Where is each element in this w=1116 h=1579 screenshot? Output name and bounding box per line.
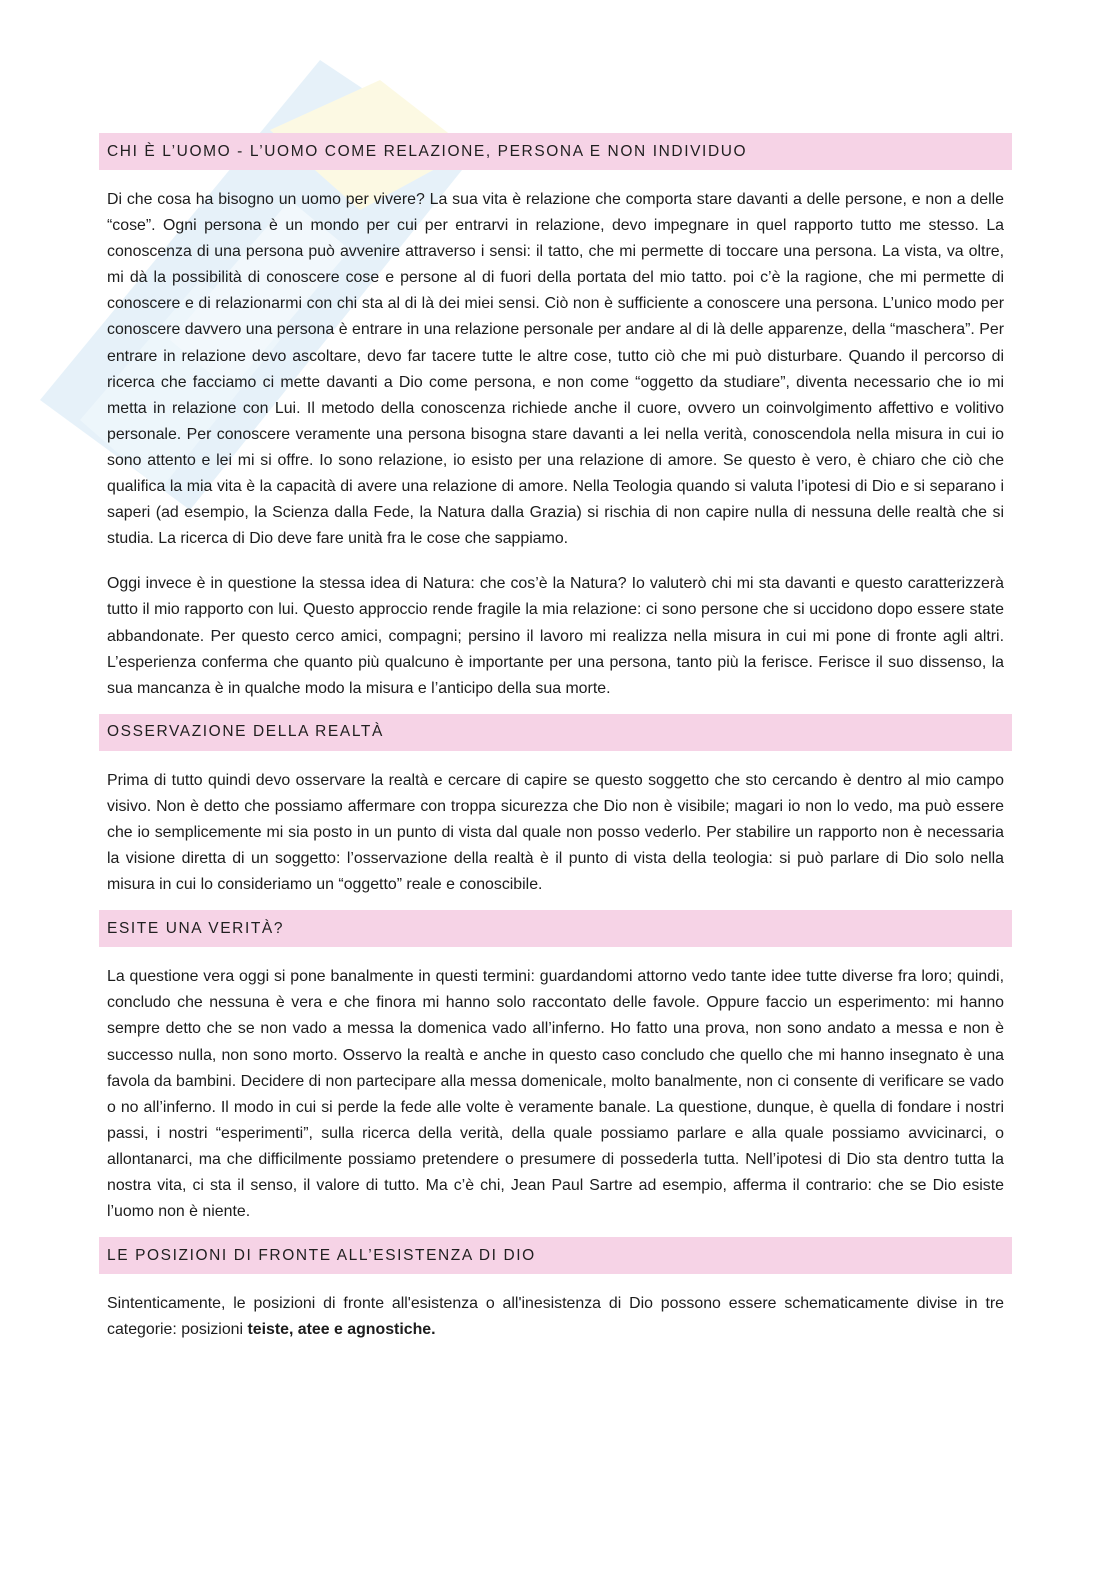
paragraph-text: Sintenticamente, le posizioni di fronte all'esistenza o all'inesistenza di Dio possono essere schematicamente divise in tre categorie: posizioni (107, 1295, 1004, 1339)
paragraph-bold-text: teiste, atee e agnostiche. (247, 1321, 436, 1339)
document-page (99, 133, 1012, 1343)
section-heading-osservazione: OSSERVAZIONE DELLA REALTÀ (99, 714, 1012, 751)
paragraph (99, 1291, 1012, 1343)
section-heading-posizioni: LE POSIZIONI DI FRONTE ALL’ESISTENZA DI DIO (99, 1237, 1012, 1274)
paragraph: Oggi invece è in questione la stessa idea di Natura: che cos’è la Natura? Io valuterò chi mi sta davanti e questo caratterizzerà tutto il mio rapporto con lui. Questo approccio rende fragile la mia relazione: ci sono persone che si uccidono dopo essere state abbandonate. Per questo cerco amici, compagni; persino il lavoro mi realizza nella misura in cui mi pone di fronte agli altri. L’esperienza conferma che quanto più qualcuno è importante per una persona, tanto più la ferisce. Ferisce il suo dissenso, la sua mancanza è in qualche modo la misura e l’anticipo della sua morte. (107, 575, 1004, 697)
section-heading-chi-e-luomo: CHI È L’UOMO - L’UOMO COME RELAZIONE, PERSONA E NON INDIVIDUO (99, 133, 1012, 170)
paragraph: Prima di tutto quindi devo osservare la realtà e cercare di capire se questo soggetto che sto cercando è dentro al mio campo visivo. Non è detto che possiamo affermare con troppa sicurezza che Dio non è visibile; magari io non lo vedo, ma può essere che io semplicemente mi sia posto in un punto di vista dal quale non posso vederlo. Per stabilire un rapporto non è necessaria la visione diretta di un soggetto: l’osservazione della realtà è il punto di vista della teologia: si può parlare di Dio solo nella misura in cui lo consideriamo un “oggetto” reale e conoscibile. (107, 771, 1004, 894)
paragraph: La questione vera oggi si pone banalmente in questi termini: guardandomi attorno vedo tante idee tutte diverse fra loro; quindi, concludo che nessuna è vera e che finora mi hanno solo raccontato delle favole. Oppure faccio un esperimento: mi hanno sempre detto che se non vado a messa la domenica vado all’inferno. Ho fatto una prova, non sono andato a messa e non è successo nulla, non sono morto. Osservo la realtà e anche in questo caso concludo che quello che mi hanno insegnato è una favola da bambini. Decidere di non partecipare alla messa domenicale, molto banalmente, non ci consente di verificare se vado o no all’inferno. Il modo in cui si perde la fede alle volte è veramente banale. La questione, dunque, è quella di fondare i nostri passi, i nostri “esperimenti”, sulla ricerca della verità, della quale possiamo parlare e alla quale possiamo avvicinarci, o allontanarci, ma che difficilmente possiamo pretendere o presumere di possederla tutta. Nell’ipotesi di Dio sta dentro tutta la nostra vita, ci sta il senso, il valore di tutto. Ma c’è chi, Jean Paul Sartre ad esempio, afferma il contrario: che se Dio esiste l’uomo non è niente. (107, 968, 1004, 1221)
section-heading-verita: ESITE UNA VERITÀ? (99, 910, 1012, 947)
paragraph: Di che cosa ha bisogno un uomo per vivere? La sua vita è relazione che comporta stare davanti a delle persone, e non a delle “cose”. Ogni persona è un mondo per cui per entrarvi in relazione, devo impegnare in quel rapporto tutto me stesso. La conoscenza di una persona può avvenire attraverso i sensi: il tatto, che mi permette di toccare una persona. La vista, va oltre, mi dà la possibilità di conoscere cose e persone al di fuori della portata del mio tatto. poi c’è la ragione, che mi permette di conoscere e di relazionarmi con chi sta al di là dei miei sensi. Ciò non è sufficiente a conoscere una persona. L’unico modo per conoscere davvero una persona è entrare in una relazione personale per andare al di là delle apparenze, della “maschera”. Per entrare in relazione devo ascoltare, devo far tacere tutte le altre cose, tutto ciò che mi può disturbare. Quando il percorso di ricerca che facciamo ci mette davanti a Dio come persona, e non come “oggetto da studiare”, diventa necessario che io mi metta in relazione con Lui. Il metodo della conoscenza richiede anche il cuore, ovvero un coinvolgimento affettivo e volitivo personale. Per conoscere veramente una persona bisogna stare davanti a lei nella verità, conoscendola nella misura in cui io sono attento e lei mi si offre. Io sono relazione, io esisto per una relazione di amore. Se questo è vero, è chiaro che ciò che qualifica la mia vita è la capacità di avere una relazione di amore. Nella Teologia quando si valuta l’ipotesi di Dio e si separano i saperi (ad esempio, la Scienza dalla Fede, la Natura dalla Grazia) si rischia di non capire nulla di nessuna delle realtà che si studia. La ricerca di Dio deve fare unità fra le cose che sappiamo. (107, 191, 1004, 548)
